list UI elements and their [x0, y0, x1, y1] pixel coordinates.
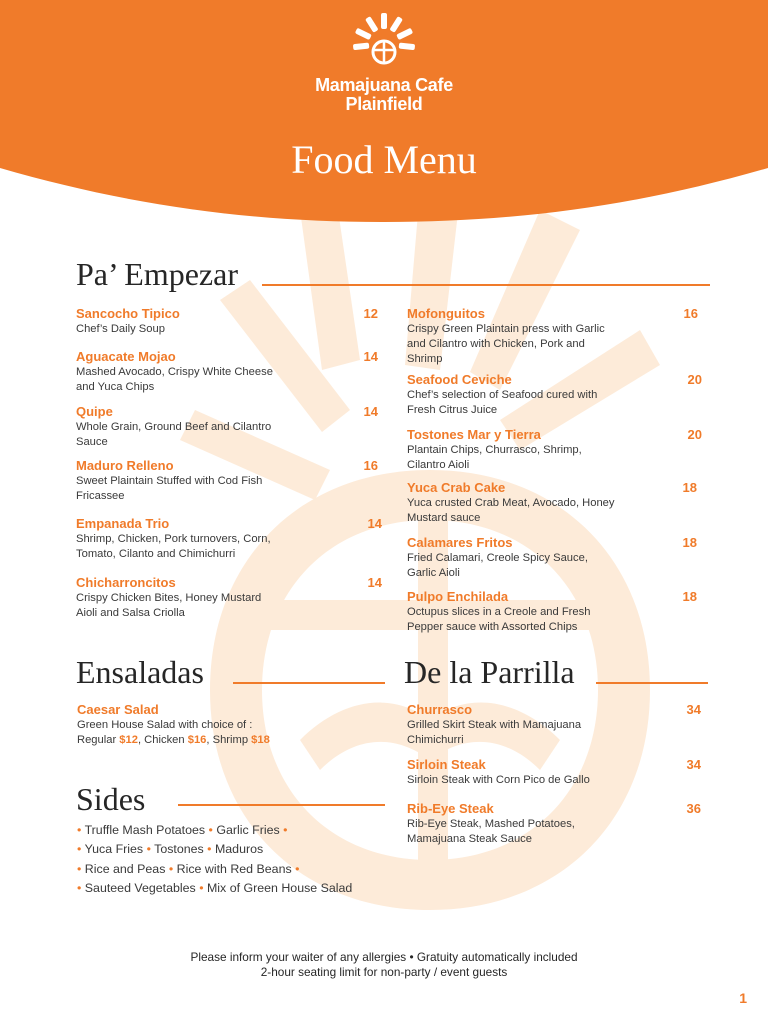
item-description: Aioli and Salsa Criolla — [76, 607, 185, 619]
item-price: 34 — [686, 757, 701, 772]
bullet: • — [146, 842, 151, 856]
menu-item — [407, 757, 701, 788]
item-description: Cilantro Aioli — [407, 459, 470, 471]
item-description: Mamajuana Steak Sauce — [407, 833, 533, 845]
section-title-parrilla: De la Parrilla — [404, 654, 575, 690]
item-description: Fried Calamari, Creole Spicy Sauce, — [407, 552, 588, 564]
item-description: Whole Grain, Ground Beef and Cilantro — [76, 421, 272, 433]
option-price: $16 — [187, 734, 207, 746]
item-description: Plantain Chips, Churrasco, Shrimp, — [407, 444, 582, 456]
item-name: Mofonguitos — [407, 306, 485, 321]
side-item: Rice and Peas — [84, 862, 166, 876]
menu-item — [407, 702, 701, 748]
page-number: 1 — [739, 990, 747, 1006]
option-price: $12 — [119, 734, 138, 746]
footer-seating-note: 2-hour seating limit for non-party / event guests — [260, 965, 508, 979]
menu-item — [77, 702, 377, 748]
bullet: • — [77, 862, 82, 876]
item-name: Aguacate Mojao — [76, 349, 176, 364]
menu-item — [407, 535, 697, 581]
item-name: Empanada Trio — [76, 516, 170, 531]
item-description: Chef’s Daily Soup — [76, 323, 165, 335]
menu-item — [76, 575, 382, 621]
menu-item — [76, 516, 382, 562]
item-description: Sauce — [76, 436, 108, 448]
item-description: Fricassee — [76, 490, 125, 502]
item-price: 20 — [687, 427, 702, 442]
menu-item — [407, 480, 697, 526]
menu-item — [407, 801, 701, 847]
item-name: Chicharroncitos — [76, 575, 176, 590]
item-description: Pepper sauce with Assorted Chips — [407, 621, 578, 633]
bullet: • — [77, 881, 82, 895]
menu-item — [76, 458, 378, 504]
item-price: 14 — [363, 404, 378, 419]
item-description: Chef’s selection of Seafood cured with — [407, 389, 598, 401]
menu-item — [407, 427, 702, 473]
bullet: • — [77, 842, 82, 856]
item-name: Rib-Eye Steak — [407, 801, 494, 816]
item-description: Octupus slices in a Creole and Fresh — [407, 606, 591, 618]
brand-location: Plainfield — [345, 94, 423, 114]
section-divider — [178, 804, 385, 806]
item-name: Tostones Mar y Tierra — [407, 427, 541, 442]
option-label: , Shrimp — [206, 734, 249, 746]
item-description: Sweet Plaintain Stuffed with Cod Fish — [76, 475, 263, 487]
item-name: Churrasco — [407, 702, 473, 717]
item-description: and Yuca Chips — [76, 381, 155, 393]
menu-item — [76, 306, 378, 337]
menu-item — [407, 372, 702, 418]
item-description: Crispy Chicken Bites, Honey Mustard — [76, 592, 262, 604]
item-price: 18 — [682, 480, 697, 495]
item-name: Seafood Ceviche — [407, 372, 512, 387]
item-price: 34 — [686, 702, 701, 717]
item-description: Fresh Citrus Juice — [407, 404, 498, 416]
item-name: Caesar Salad — [77, 702, 159, 717]
bullet: • — [199, 881, 204, 895]
bullet: • — [283, 823, 288, 837]
item-description: Sirloin Steak with Corn Pico de Gallo — [407, 774, 590, 786]
bullet: • — [207, 842, 212, 856]
menu-item — [76, 349, 378, 395]
item-price: 18 — [682, 535, 697, 550]
sides-line — [77, 822, 287, 838]
side-item: Rice with Red Beans — [176, 862, 292, 876]
bullet: • — [77, 823, 82, 837]
bullet: • — [295, 862, 300, 876]
item-description: Crispy Green Plaintain press with Garlic — [407, 323, 605, 335]
item-price-options — [77, 733, 377, 748]
section-title-pa-empezar: Pa’ Empezar — [76, 256, 238, 292]
item-name: Sancocho Tipico — [76, 306, 180, 321]
item-price: 20 — [687, 372, 702, 387]
item-description: Shrimp, Chicken, Pork turnovers, Corn, — [76, 533, 271, 545]
side-item: Mix of Green House Salad — [206, 881, 353, 895]
sides-line — [77, 880, 352, 896]
bullet: • — [168, 862, 174, 876]
option-label: Regular — [77, 734, 117, 746]
item-name: Maduro Relleno — [76, 458, 174, 473]
item-description: Chimichurri — [407, 734, 464, 746]
side-item: Tostones — [154, 842, 204, 856]
section-divider — [262, 284, 710, 286]
item-description: Shrimp — [407, 353, 443, 365]
menu-title: Food Menu — [291, 137, 477, 182]
side-item: Sauteed Vegetables — [84, 881, 196, 895]
menu-item — [76, 404, 378, 450]
item-price: 18 — [682, 589, 697, 604]
side-item: Truffle Mash Potatoes — [84, 823, 206, 837]
menu-item — [407, 589, 697, 635]
item-description: Garlic Aioli — [407, 567, 460, 579]
item-name: Quipe — [76, 404, 113, 419]
item-description: and Cilantro with Chicken, Pork and — [407, 338, 585, 350]
item-name: Calamares Fritos — [407, 535, 513, 550]
sides-line — [77, 861, 299, 877]
item-description: Green House Salad with choice of : — [77, 719, 253, 731]
side-item: Garlic Fries — [216, 823, 280, 837]
option-label: , Chicken — [137, 734, 185, 746]
item-description: Tomato, Cilanto and Chimichurri — [76, 548, 236, 560]
menu-item — [407, 306, 698, 367]
side-item: Maduros — [214, 842, 264, 856]
item-description: Yuca crusted Crab Meat, Avocado, Honey — [407, 497, 615, 509]
sides-line — [77, 841, 263, 857]
section-title-ensaladas: Ensaladas — [76, 654, 204, 690]
item-name: Pulpo Enchilada — [407, 589, 509, 604]
item-price: 14 — [367, 575, 382, 590]
item-price: 36 — [686, 801, 701, 816]
item-price: 16 — [683, 306, 698, 321]
section-divider — [233, 682, 385, 684]
header-banner — [0, 0, 768, 230]
section-divider — [596, 682, 708, 684]
side-item: Yuca Fries — [84, 842, 144, 856]
sun-logo-icon — [0, 0, 768, 230]
bullet: • — [208, 823, 213, 837]
item-price: 14 — [367, 516, 382, 531]
item-price: 16 — [363, 458, 378, 473]
footer-allergy-note: Please inform your waiter of any allergies • Gratuity automatically included — [190, 950, 578, 964]
item-name: Yuca Crab Cake — [407, 480, 506, 495]
section-title-sides: Sides — [76, 781, 146, 817]
item-description: Mashed Avocado, Crispy White Cheese — [76, 366, 273, 378]
item-price: 14 — [363, 349, 378, 364]
brand-name: Mamajuana Cafe — [315, 75, 453, 95]
item-description: Grilled Skirt Steak with Mamajuana — [407, 719, 582, 731]
option-price: $18 — [251, 734, 270, 746]
item-price: 12 — [363, 306, 378, 321]
item-description: Rib-Eye Steak, Mashed Potatoes, — [407, 818, 575, 830]
item-description: Mustard sauce — [407, 512, 481, 524]
item-name: Sirloin Steak — [407, 757, 486, 772]
